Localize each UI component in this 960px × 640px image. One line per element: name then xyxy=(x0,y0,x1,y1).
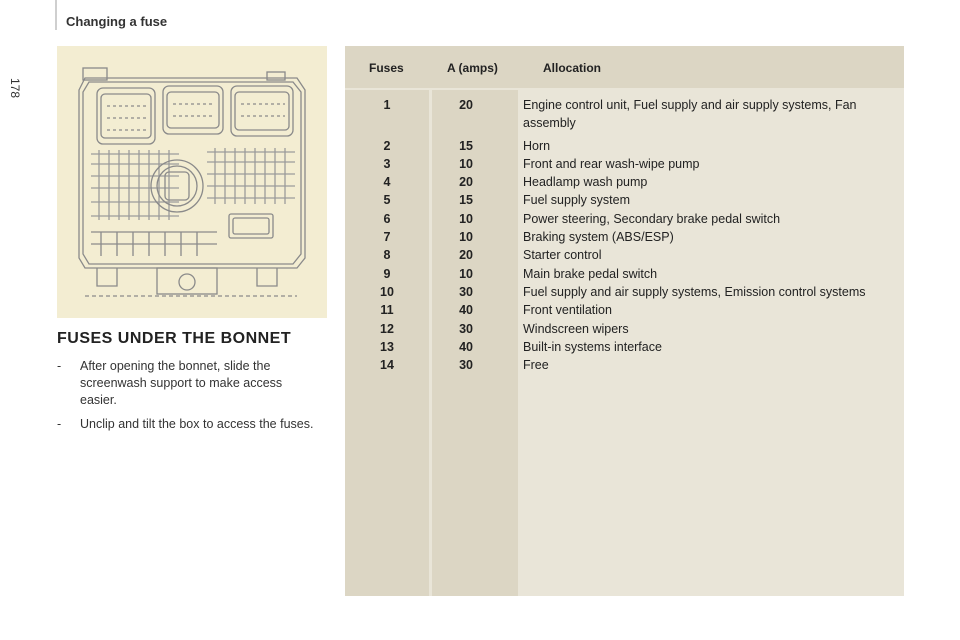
instruction-step xyxy=(57,416,322,433)
instruction-list xyxy=(57,358,322,440)
amps-value: 20 xyxy=(459,98,473,112)
allocation-text: Free xyxy=(523,358,549,373)
header-allocation: Allocation xyxy=(543,61,602,75)
fuse-table xyxy=(345,46,904,596)
allocation-text: Fuel supply system xyxy=(523,193,630,208)
amps-value: 10 xyxy=(459,156,473,171)
table-row xyxy=(345,320,904,338)
table-row xyxy=(345,155,904,173)
amps-value: 20 xyxy=(459,175,473,190)
allocation-text: Front ventilation xyxy=(523,303,612,318)
allocation-text: Headlamp wash pump xyxy=(523,175,648,190)
fuse-number: 1 xyxy=(383,98,391,112)
fuse-number: 2 xyxy=(383,138,391,153)
table-row xyxy=(345,137,904,155)
table-body xyxy=(345,96,904,374)
table-row xyxy=(345,283,904,301)
allocation-text: Front and rear wash-wipe pump xyxy=(523,156,700,171)
table-row xyxy=(345,338,904,356)
amps-value: 30 xyxy=(459,284,473,299)
allocation-text: Braking system (ABS/ESP) xyxy=(523,230,674,245)
step-text: After opening the bonnet, slide the screenwash support to make access easier. xyxy=(80,359,283,407)
fuse-number: 13 xyxy=(380,339,394,354)
allocation-text: Fuel supply and air supply systems, Emission control systems xyxy=(523,284,866,299)
allocation-text: Built-in systems interface xyxy=(523,339,662,354)
side-rule xyxy=(55,0,57,30)
instruction-step xyxy=(57,358,322,409)
allocation-text: Engine control unit, Fuel supply and air supply systems, Fan assembly xyxy=(523,98,857,131)
fuse-number: 5 xyxy=(383,193,391,208)
header-amps: A (amps) xyxy=(447,61,498,75)
fuse-number: 11 xyxy=(380,303,394,318)
table-header xyxy=(345,46,904,88)
fuse-box-drawing xyxy=(57,46,327,318)
amps-value: 40 xyxy=(459,303,473,318)
header-fuses: Fuses xyxy=(369,61,404,75)
amps-value: 10 xyxy=(459,230,473,245)
amps-value: 40 xyxy=(459,339,473,354)
fuse-number: 3 xyxy=(383,156,391,171)
allocation-text: Starter control xyxy=(523,248,602,263)
amps-value: 20 xyxy=(459,248,473,263)
amps-value: 30 xyxy=(459,321,473,336)
amps-value: 30 xyxy=(459,358,473,373)
amps-value: 15 xyxy=(459,193,473,208)
step-dash: - xyxy=(57,359,62,373)
table-row xyxy=(345,356,904,374)
allocation-text: Main brake pedal switch xyxy=(523,266,658,281)
step-dash: - xyxy=(57,417,62,431)
allocation-text: Power steering, Secondary brake pedal switch xyxy=(523,211,781,226)
fuse-number: 9 xyxy=(383,266,391,281)
fuse-number: 6 xyxy=(383,211,391,226)
fuse-number: 12 xyxy=(380,321,394,336)
fuse-number: 7 xyxy=(383,230,391,245)
amps-value: 10 xyxy=(459,211,473,226)
table-row xyxy=(345,210,904,228)
page-number: 178 xyxy=(8,78,22,99)
amps-value: 15 xyxy=(459,138,473,153)
fuse-number: 10 xyxy=(380,284,394,299)
table-row xyxy=(345,173,904,191)
fuse-number: 14 xyxy=(380,358,394,373)
step-text: Unclip and tilt the box to access the fuses. xyxy=(80,417,314,431)
fuse-box-illustration xyxy=(57,46,327,318)
amps-value: 10 xyxy=(459,266,473,281)
section-title: Changing a fuse xyxy=(66,14,168,29)
allocation-text: Horn xyxy=(523,138,551,153)
fuse-number: 4 xyxy=(383,175,391,190)
table-row xyxy=(345,96,904,133)
table-row xyxy=(345,246,904,264)
fuse-number: 8 xyxy=(383,248,391,263)
table-row xyxy=(345,301,904,319)
allocation-text: Windscreen wipers xyxy=(523,321,629,336)
table-row xyxy=(345,191,904,209)
section-heading: FUSES UNDER THE BONNET xyxy=(57,330,292,347)
table-row xyxy=(345,228,904,246)
table-row xyxy=(345,265,904,283)
